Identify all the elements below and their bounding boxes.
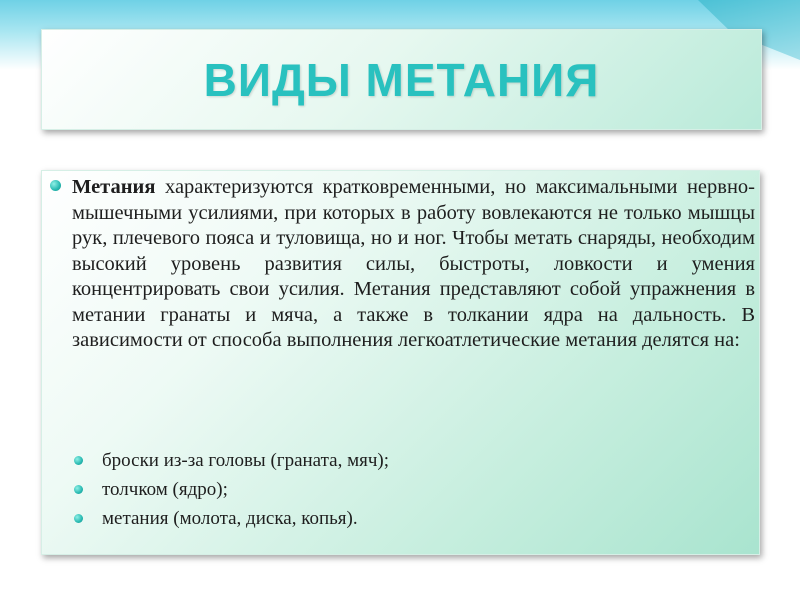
bullet-icon — [74, 485, 83, 494]
paragraph-text: характеризуются кратковременными, но максимальными нервно-мышечными усилиями, при которых в работу вовлекаются не только мышцы рук, плечевого пояса и туловища, но и ног. Чтобы метать снаряды, необходим высокий уровень развития силы, быстроты, ловкости и умения концентрировать свои усилия. Метания представляют собой упражнения в метании гранаты и мяча, а также в толкании ядра на дальность. В зависимости от способа выполнения легкоатлетические метания делятся на: — [72, 176, 755, 351]
bullet-icon — [50, 180, 61, 191]
list-item — [72, 475, 389, 504]
title-panel — [41, 29, 762, 130]
list-item — [72, 446, 389, 475]
slide-title: ВИДЫ МЕТАНИЯ — [203, 53, 600, 106]
throw-types-list — [72, 446, 389, 533]
list-item-text: метания (молота, диска, копья). — [102, 508, 358, 529]
main-paragraph — [72, 175, 755, 354]
list-item-text: толчком (ядро); — [102, 479, 228, 500]
list-item-text: броски из-за головы (граната, мяч); — [102, 450, 390, 471]
paragraph-term: Метания — [72, 176, 156, 198]
bullet-icon — [74, 514, 83, 523]
bullet-icon — [74, 456, 83, 465]
content-panel — [41, 170, 760, 555]
list-item — [72, 504, 389, 533]
